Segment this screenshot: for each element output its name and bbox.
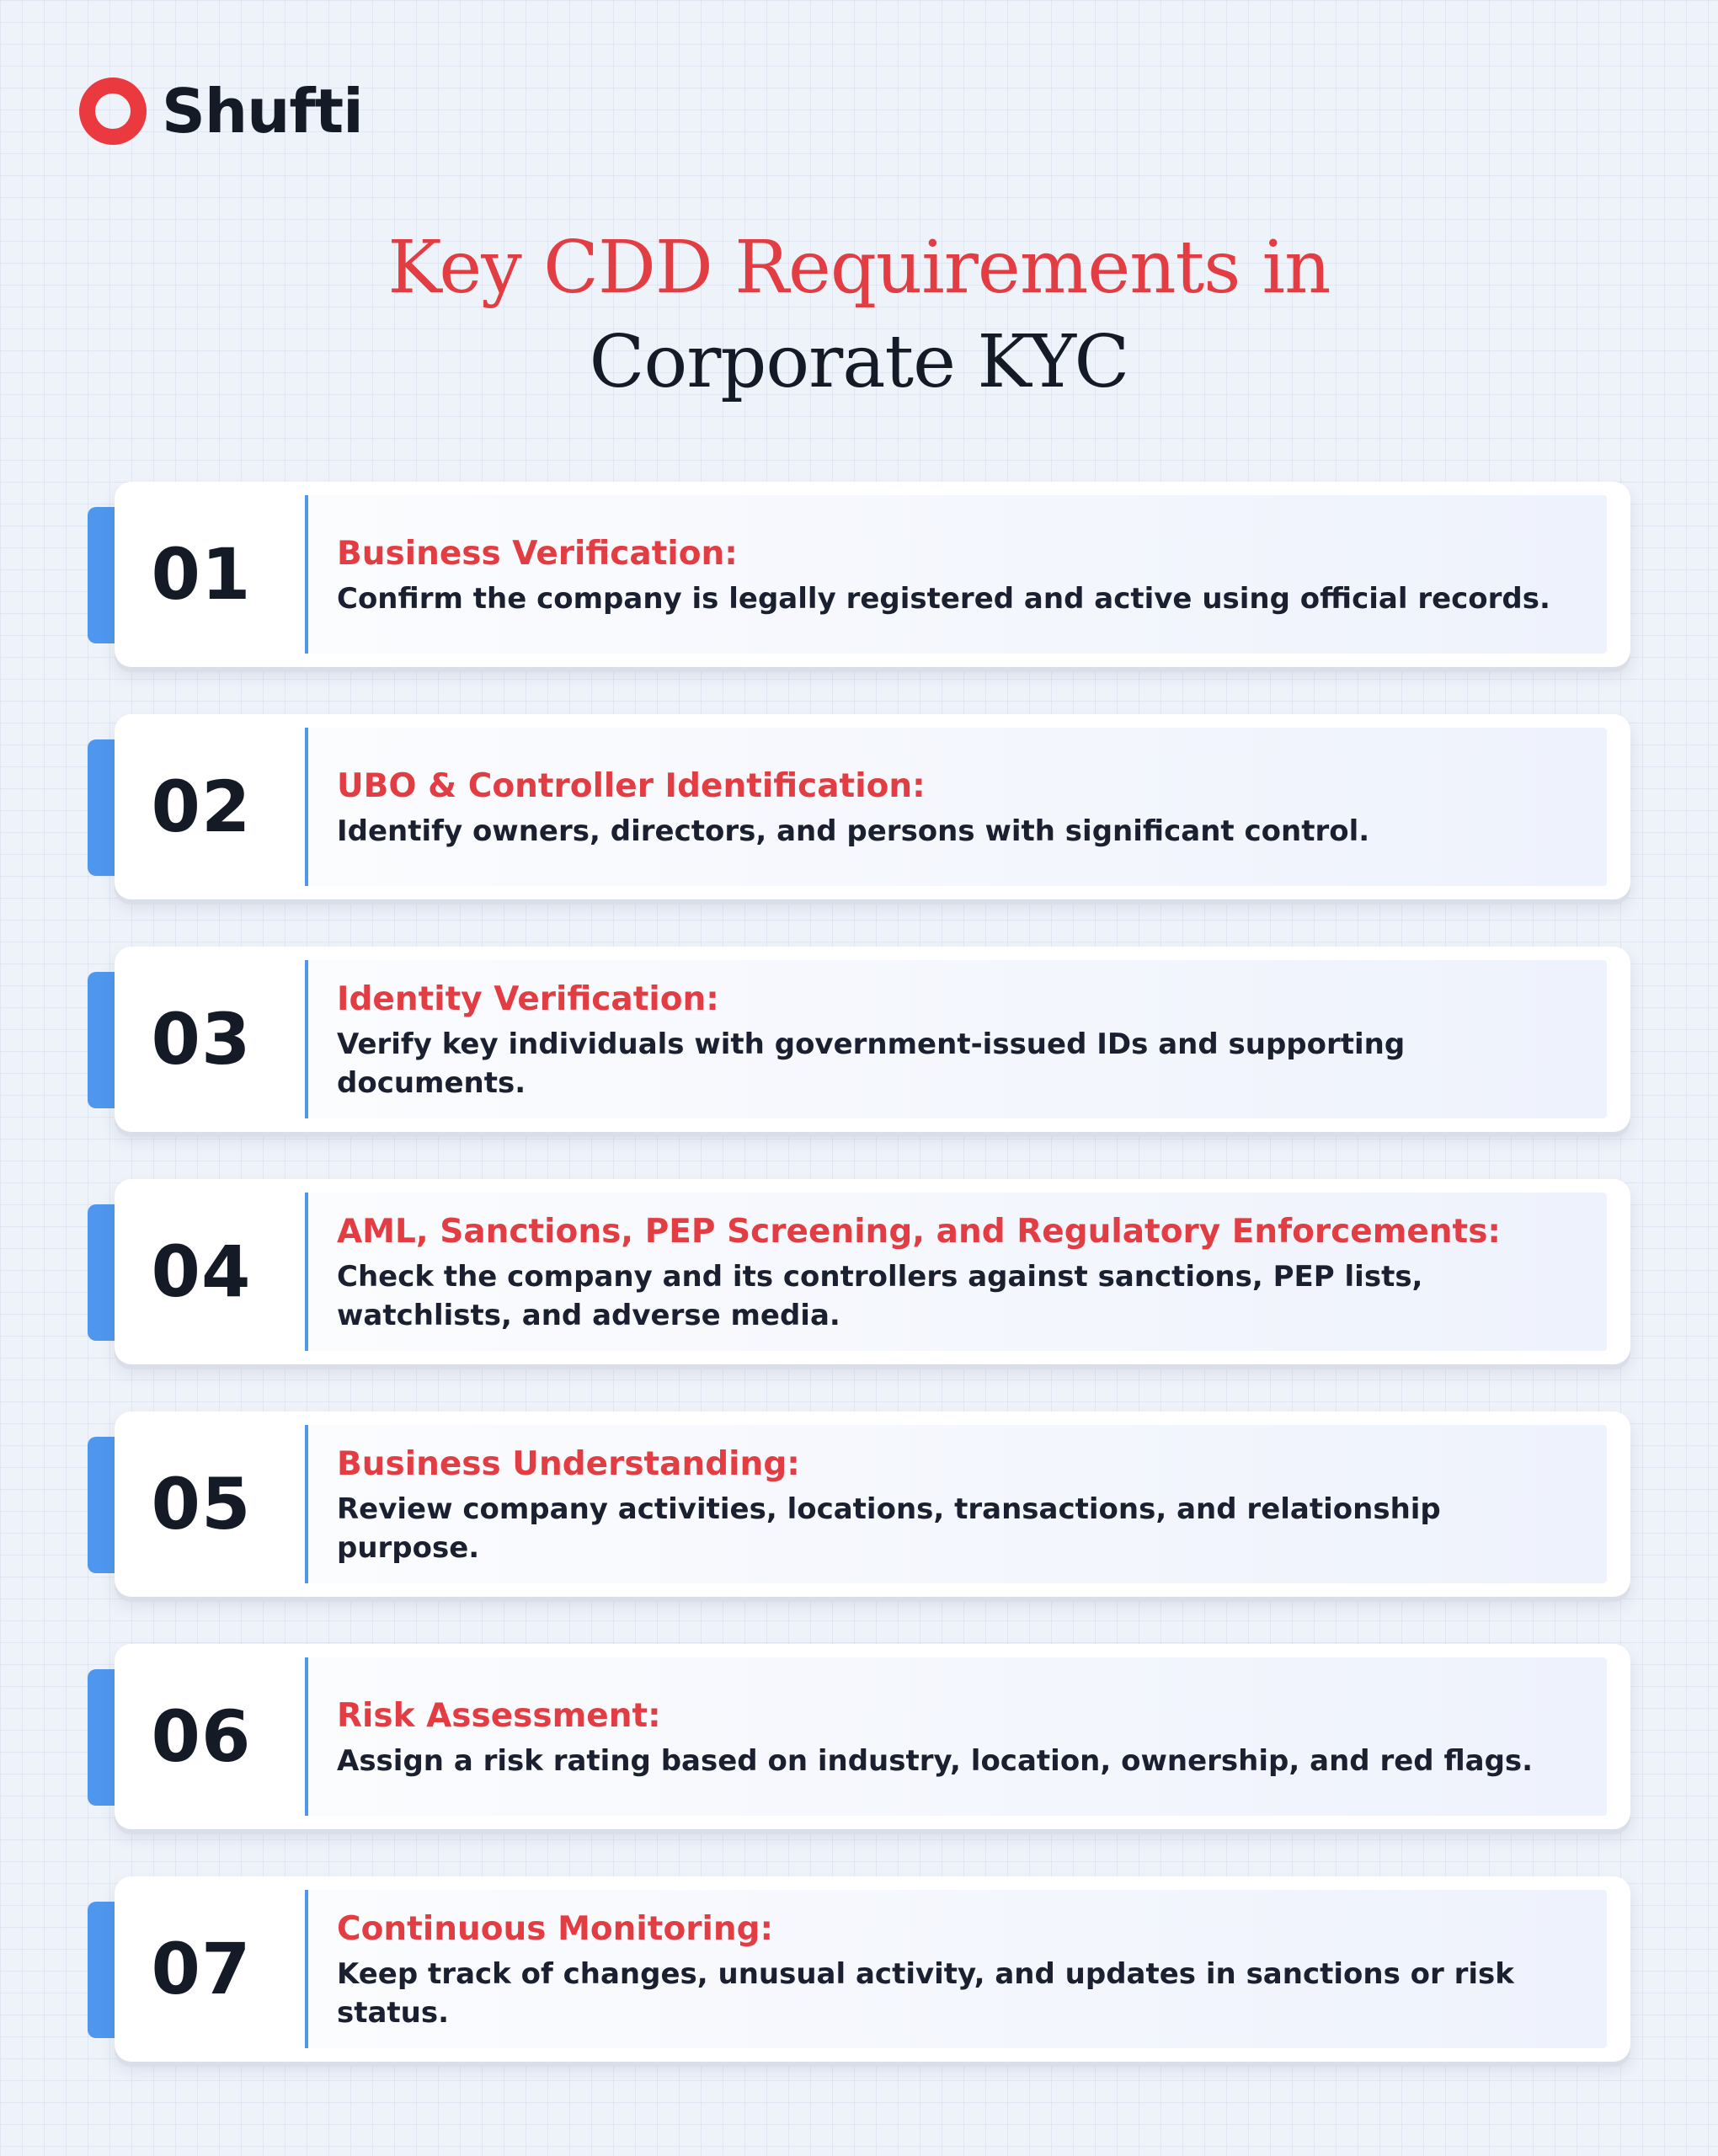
card-body: [115, 1412, 1630, 1597]
requirement-card-2: [88, 714, 1630, 905]
card-body: [115, 482, 1630, 667]
card-divider: [305, 1890, 308, 2048]
card-description: Keep track of changes, unusual activity, and updates in sanctions or risk status.: [337, 1957, 1514, 2030]
card-number: 04: [151, 1230, 252, 1313]
card-description: Assign a risk rating based on industry, location, ownership, and red flags.: [337, 1744, 1534, 1778]
card-number: 05: [151, 1463, 252, 1545]
card-heading: UBO & Controller Identification:: [337, 767, 926, 805]
card-description: Review company activities, locations, transactions, and relationship purpose.: [337, 1492, 1441, 1565]
card-description: Identify owners, directors, and persons with significant control.: [337, 814, 1370, 848]
card-heading: Business Verification:: [337, 535, 738, 573]
card-number: 06: [151, 1695, 252, 1778]
card-number: 01: [151, 533, 252, 616]
card-heading: Business Understanding:: [337, 1445, 800, 1483]
card-heading: Risk Assessment:: [337, 1697, 661, 1735]
card-divider: [305, 1425, 308, 1583]
card-body: [115, 1876, 1630, 2062]
requirement-card-7: [88, 1876, 1630, 2067]
card-divider: [305, 1193, 308, 1351]
card-body: [115, 947, 1630, 1132]
card-divider: [305, 495, 308, 654]
card-body: [115, 1644, 1630, 1829]
brand-logo: [79, 76, 363, 147]
card-divider: [305, 1657, 308, 1816]
requirement-card-1: [88, 482, 1630, 672]
title-line-1: Key CDD Requirements in: [387, 226, 1331, 310]
requirement-card-6: [88, 1644, 1630, 1834]
card-description: Check the company and its controllers against sanctions, PEP lists, watchlists, and adverse media.: [337, 1260, 1423, 1332]
requirement-card-3: [88, 947, 1630, 1137]
card-heading: Continuous Monitoring:: [337, 1910, 774, 1948]
card-body: [115, 714, 1630, 899]
page-title: [0, 221, 1718, 409]
card-body: [115, 1179, 1630, 1364]
card-number: 02: [151, 766, 252, 848]
card-description: Confirm the company is legally registered and active using official records.: [337, 582, 1550, 616]
shufti-logo-icon: [79, 77, 147, 145]
card-number: 03: [151, 998, 252, 1081]
requirement-card-5: [88, 1412, 1630, 1602]
card-number: 07: [151, 1928, 252, 2010]
card-heading: AML, Sanctions, PEP Screening, and Regulatory Enforcements:: [337, 1213, 1502, 1251]
requirement-card-4: [88, 1179, 1630, 1369]
card-divider: [305, 728, 308, 886]
title-line-2: Corporate KYC: [589, 320, 1129, 404]
card-description: Verify key individuals with government-issued IDs and supporting documents.: [337, 1027, 1406, 1100]
card-divider: [305, 960, 308, 1118]
card-heading: Identity Verification:: [337, 980, 719, 1018]
brand-name: Shufti: [162, 76, 363, 147]
